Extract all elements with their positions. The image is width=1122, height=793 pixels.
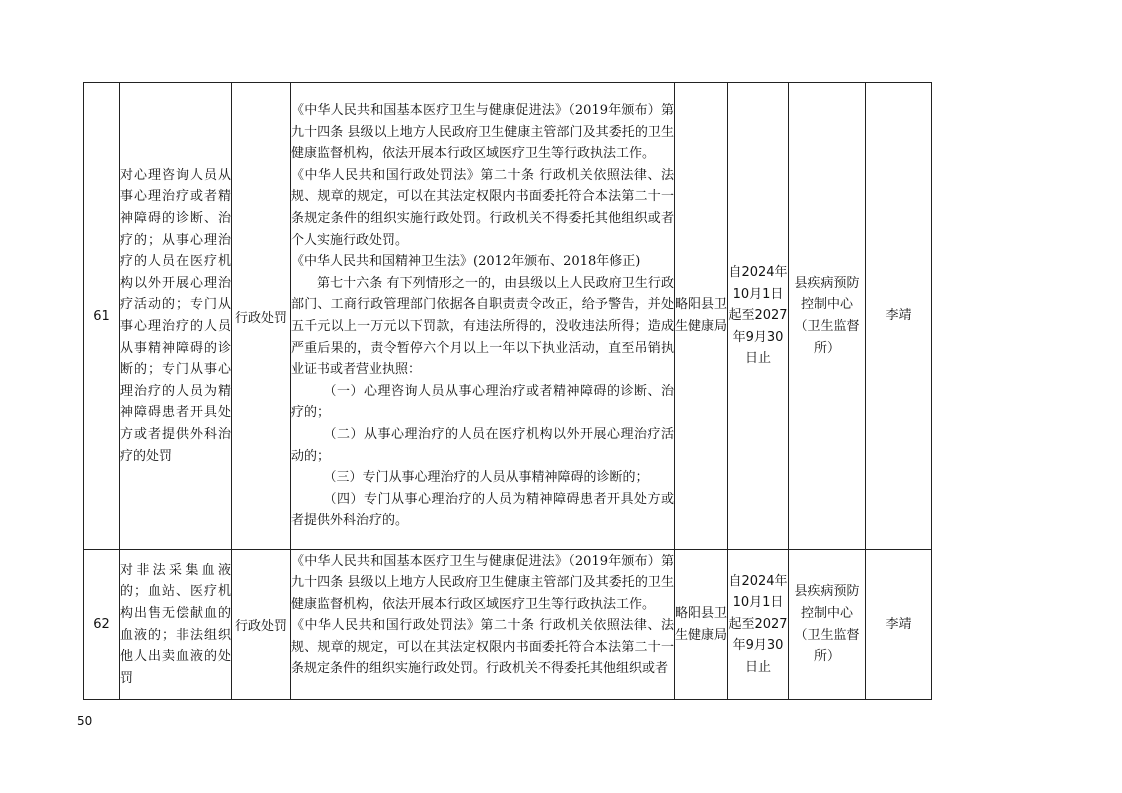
row-number: 62 [84,550,120,700]
item-name: 对心理咨询人员从事心理治疗或者精神障碍的诊断、治疗的；从事心理治疗的人员在医疗机构以外开展心理治疗活动的；专门从事心理治疗的人员从事精神障碍的诊断的；专门从事心理治疗的人员为精神障碍患者开具处方或者提供外科治疗的处罚 [120,83,232,550]
enforcement-table [83,82,932,700]
commission-period: 自2024年10月1日起至2027年9月30日止 [728,550,789,700]
basis-paragraph: 《中华人民共和国基本医疗卫生与健康促进法》（2019年颁布）第九十四条 县级以上地方人民政府卫生健康主管部门及其委托的卫生健康监督机构，依法开展本行政区域医疗卫生等行政执法工作。 [291,553,674,612]
table-row [84,83,932,550]
basis-paragraph: 《中华人民共和国行政处罚法》第二十条 行政机关依照法律、法规、规章的规定，可以在其法定权限内书面委托符合本法第二十一条规定条件的组织实施行政处罚。行政机关不得委托其他组织或者个人实施行政处罚。 [291,167,674,248]
basis-paragraph: （三）专门从事心理治疗的人员从事精神障碍的诊断的； [323,470,649,486]
basis-paragraph: （四）专门从事心理治疗的人员为精神障碍患者开具处方或者提供外科治疗的。 [291,491,674,529]
basis-paragraph: 第七十六条 有下列情形之一的，由县级以上人民政府卫生行政部门、工商行政管理部门依据各自职责责令改正，给予警告，并处五千元以上一万元以下罚款，有违法所得的，没收违法所得；造成严重后果的，责令暂停六个月以上一年以下执业活动，直至吊销执业证书或者营业执照： [291,275,674,378]
basis-paragraph: 《中华人民共和国精神卫生法》(2012年颁布、2018年修正) [291,254,641,270]
commissioning-dept: 略阳县卫生健康局 [675,83,728,550]
contact-person: 李靖 [866,550,932,700]
basis-paragraph: 《中华人民共和国行政处罚法》第二十条 行政机关依照法律、法规、规章的规定，可以在其法定权限内书面委托符合本法第二十一条规定条件的组织实施行政处罚。行政机关不得委托其他组织或者 [291,618,674,677]
contact-person: 李靖 [866,83,932,550]
item-category: 行政处罚 [232,550,291,700]
commissioning-dept: 略阳县卫生健康局 [675,550,728,700]
page-number: 50 [77,714,93,728]
basis-paragraph: （一）心理咨询人员从事心理治疗或者精神障碍的诊断、治疗的； [291,383,674,421]
commissioned-unit: 县疾病预防控制中心（卫生监督所） [789,550,866,700]
item-category: 行政处罚 [232,83,291,550]
legal-basis [291,550,675,700]
basis-paragraph: （二）从事心理治疗的人员在医疗机构以外开展心理治疗活动的； [291,426,674,464]
commission-period: 自2024年10月1日起至2027年9月30日止 [728,83,789,550]
table-row [84,550,932,700]
row-number: 61 [84,83,120,550]
item-name: 对非法采集血液的；血站、医疗机构出售无偿献血的血液的；非法组织他人出卖血液的处罚 [120,550,232,700]
basis-paragraph: 《中华人民共和国基本医疗卫生与健康促进法》（2019年颁布）第九十四条 县级以上地方人民政府卫生健康主管部门及其委托的卫生健康监督机构，依法开展本行政区域医疗卫生等行政执法工作。 [291,103,674,162]
commissioned-unit: 县疾病预防控制中心（卫生监督所） [789,83,866,550]
legal-basis [291,83,675,550]
